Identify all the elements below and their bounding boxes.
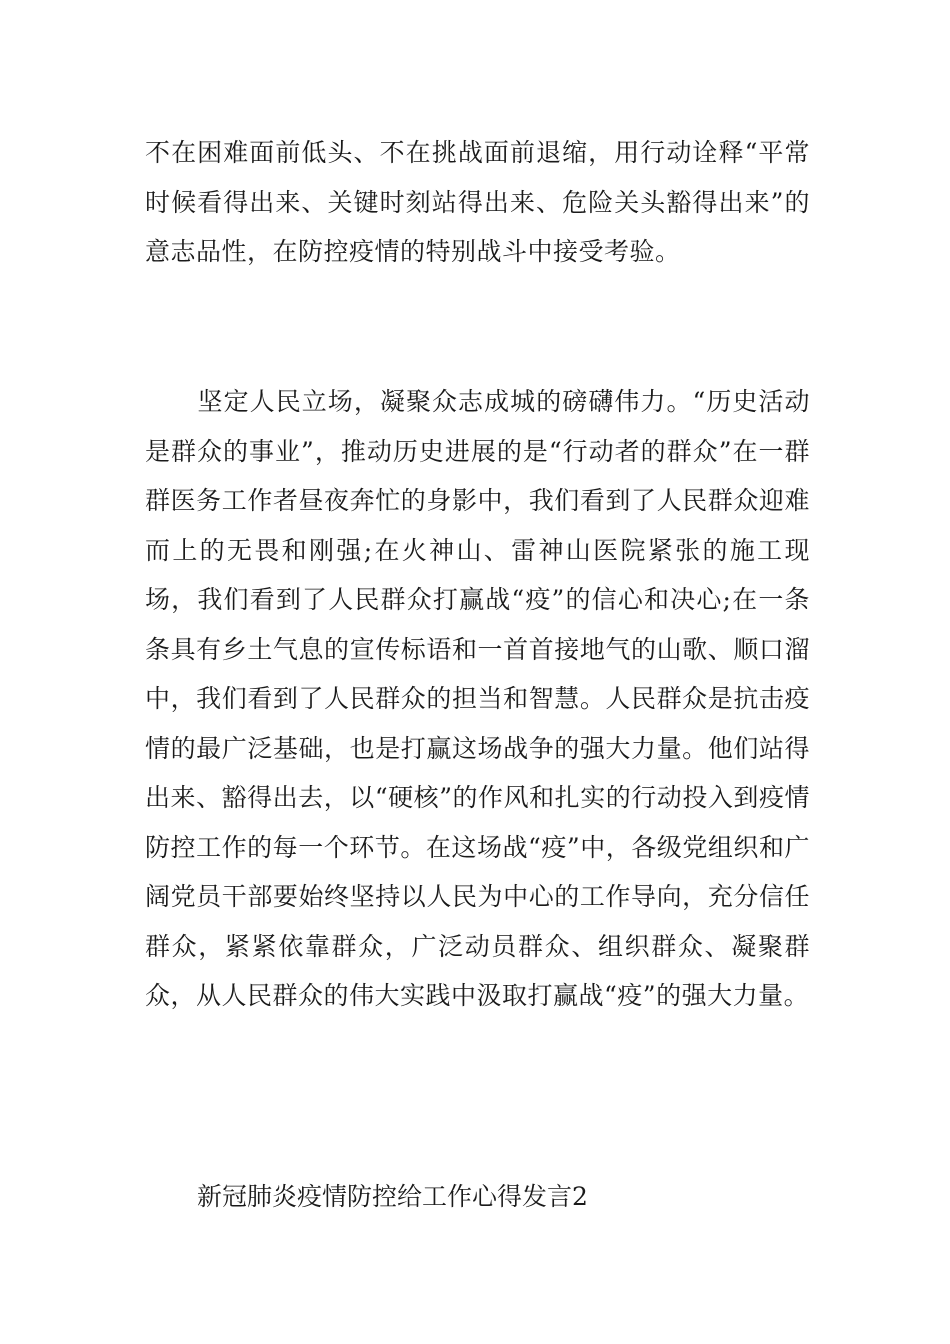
paragraph-people-stance	[145, 377, 810, 1021]
paragraph-continuation: 不在困难面前低头、不在挑战面前退缩，用行动诠释“平常时候看得出来、关键时刻站得出来、危险关头豁得出来”的意志品性，在防控疫情的特别战斗中接受考验。	[145, 138, 810, 266]
section-heading: 新冠肺炎疫情防控给工作心得发言2	[197, 1182, 588, 1211]
paragraph-people-stance-text: 坚定人民立场，凝聚众志成城的磅礴伟力。“历史活动是群众的事业”，推动历史进展的是“行动者的群众”在一群群医务工作者昼夜奔忙的身影中，我们看到了人民群众迎难而上的无畏和刚强;在火神山、雷神山医院紧张的施工现场，我们看到了人民群众打赢战“疫”的信心和决心;在一条条具有乡土气息的宣传标语和一首首接地气的山歌、顺口溜中，我们看到了人民群众的担当和智慧。人民群众是抗击疫情的最广泛基础，也是打赢这场战争的强大力量。他们站得出来、豁得出去，以“硬核”的作风和扎实的行动投入到疫情防控工作的每一个环节。在这场战“疫”中，各级党组织和广阔党员干部要始终坚持以人民为中心的工作导向，充分信任群众，紧紧依靠群众，广泛动员群众、组织群众、凝聚群众，从人民群众的伟大实践中汲取打赢战“疫”的强大力量。	[145, 387, 810, 1010]
